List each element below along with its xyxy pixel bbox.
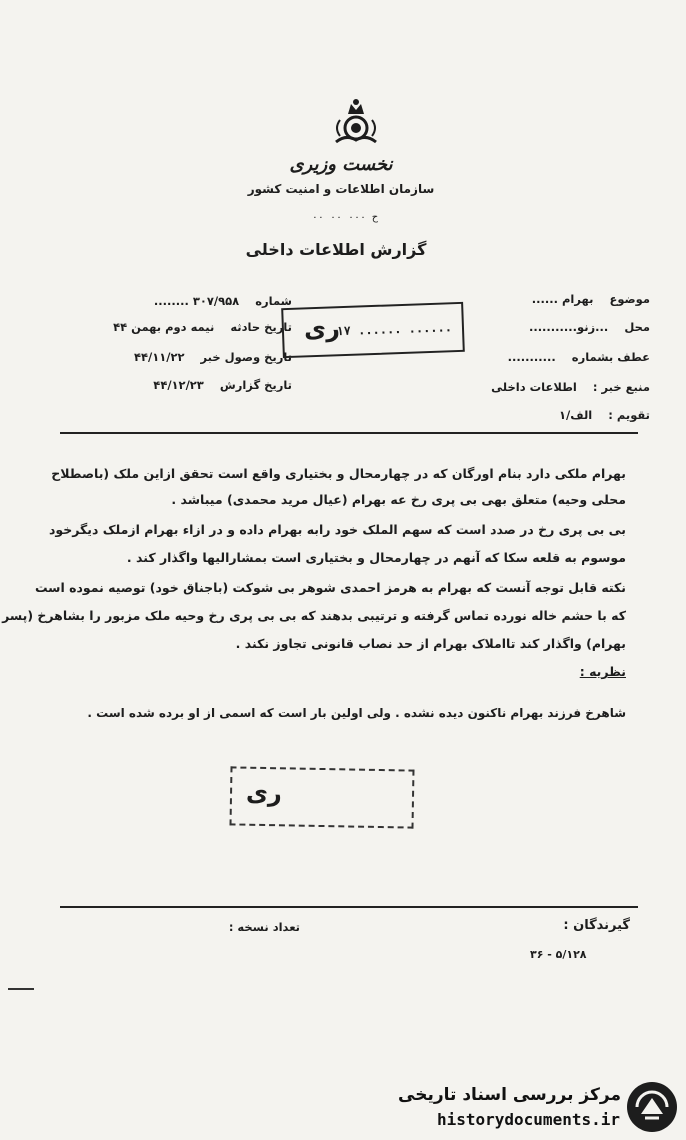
divider-bottom	[60, 906, 638, 908]
stamp-dots: ۱۷ ...... ......	[336, 320, 453, 339]
field-report-date	[62, 378, 292, 392]
report-title: گزارش اطلاعات داخلی	[245, 240, 427, 259]
divider-top	[60, 432, 638, 434]
field-value: بهرام ......	[531, 292, 594, 306]
field-label: عطف بشماره	[571, 350, 650, 364]
field-label: شماره	[255, 294, 292, 308]
paragraph-line: بهرام) واگذار کند تااملاک بهرام از حد نصاب قانونی تجاوز نکند .	[235, 636, 626, 651]
field-label: تاریخ گزارش	[219, 378, 292, 392]
copies-label: تعداد نسخه :	[228, 920, 300, 934]
opinion-text: شاهرخ فرزند بهرام ناکنون دیده نشده . ولی اولین بار است که اسمی از او برده شده است .	[87, 706, 626, 720]
field-value: ۳۰۷/۹۵۸ ........	[153, 294, 240, 308]
field-rating	[410, 408, 650, 422]
field-source	[410, 380, 650, 394]
paragraph-line: که با حشم خاله نورده تماس گرفته و ترتیبی بدهند که بی بی پری رخ وحیه ملک مزبور را بشاهرخ (پسر	[2, 608, 626, 623]
field-label: منبع خبر :	[592, 380, 650, 394]
field-received-date	[62, 350, 292, 364]
stamp-bottom	[229, 766, 414, 828]
agency-name: سازمان اطلاعات و امنیت کشور	[247, 182, 435, 196]
field-value: ۴۴/۱۲/۲۳	[153, 378, 204, 392]
stamp-text: ری	[245, 778, 283, 808]
field-value: الف/۱	[559, 408, 593, 422]
field-label: تاریخ وصول خبر	[200, 350, 292, 364]
stamp-top	[281, 302, 465, 358]
paragraph-line: بهرام ملکی دارد بنام اورگان که در چهارمحال و بختیاری واقع است تحقق ازاین ملک (باصطلاح	[51, 466, 626, 481]
opinion-label: نظریه :	[579, 664, 626, 679]
paragraph-line: محلی وحیه) متعلق بهی بی پری رخ عه بهرام (عیال مرید محمدی) میباشد .	[171, 492, 626, 507]
paragraph-line: موسوم به قلعه سکا که آنهم در چهارمحال و بختیاری است بمشارالیها واگذار کند .	[126, 550, 626, 565]
paragraph-line: نکته قابل توجه آنست که بهرام به هرمز احمدی شوهر بی شوکت (باجناق خود) توصیه نموده است	[34, 580, 626, 595]
org-name: نخست وزیری	[289, 154, 393, 175]
watermark-url[interactable]: historydocuments.ir	[436, 1110, 620, 1129]
field-label: محل	[624, 320, 650, 334]
reference-code: ح ۰۰۰ ۰۰ ۰۰	[311, 212, 379, 223]
field-value: اطلاعات داخلی	[491, 380, 577, 394]
form-code: ۳۶ - ۵/۱۲۸	[530, 948, 587, 961]
history-documents-logo-icon	[625, 1080, 679, 1134]
field-value: نیمه دوم بهمن ۴۴	[113, 320, 215, 334]
field-incident-date	[62, 320, 292, 334]
stamp-text: ری	[303, 314, 341, 344]
field-label: موضوع	[609, 292, 650, 306]
field-value: ...زنو...........	[528, 320, 609, 334]
margin-mark	[8, 988, 34, 990]
field-value: ۴۴/۱۱/۲۲	[133, 350, 185, 364]
watermark-org-text: مرکز بررسی اسناد تاریخی	[398, 1085, 621, 1105]
field-number	[62, 294, 292, 308]
field-label: تاریخ حادثه	[230, 320, 292, 334]
lion-and-sun-crown-emblem	[326, 98, 386, 148]
field-value: ...........	[507, 350, 556, 364]
paragraph-line: بی بی پری رخ در صدد است که سهم الملک خود رابه بهرام داده و در ازاء بهرام ازملک دیگرخود	[48, 522, 626, 537]
recipients-label: گیرندگان :	[563, 918, 630, 933]
field-label: تقویم :	[608, 408, 650, 422]
